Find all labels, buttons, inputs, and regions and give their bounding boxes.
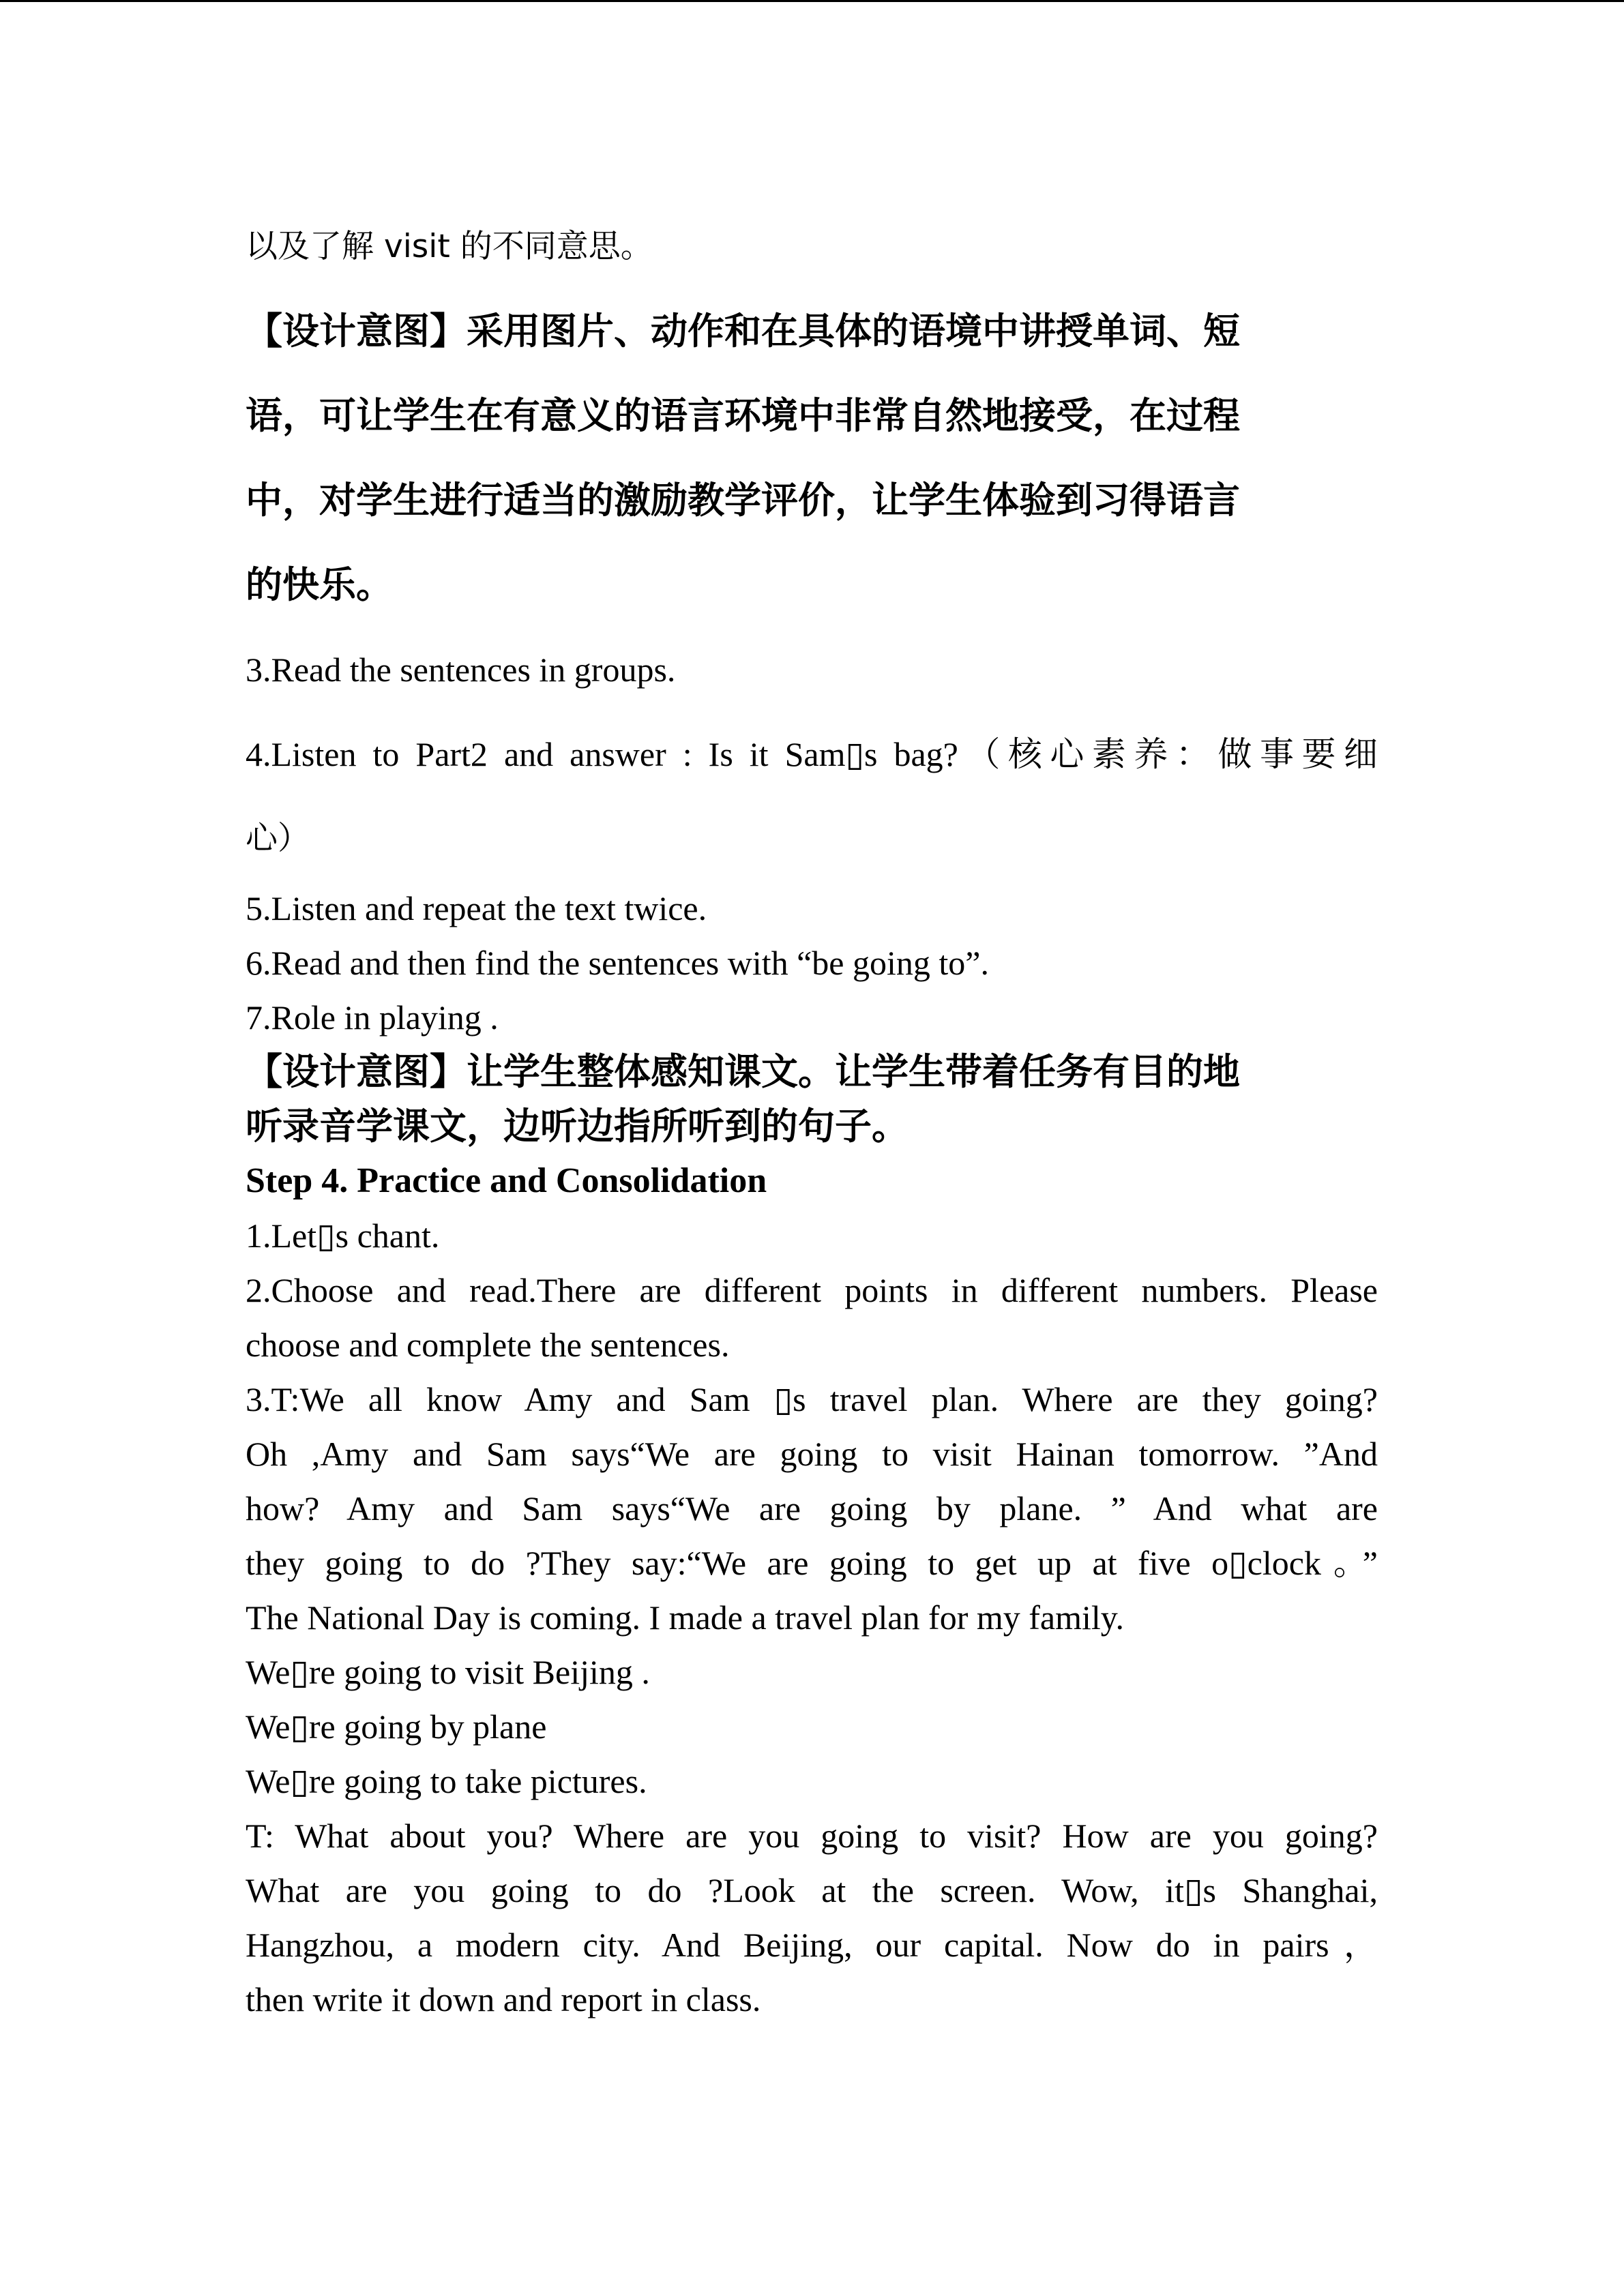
teacher-question-line-1: T: What about you? Where are you going to visit? How are you going?: [246, 1817, 1378, 1855]
design-intent-1-line-4: 的快乐。: [246, 563, 393, 606]
design-intent-1-line-2: 语，可让学生在有意义的语言环境中非常自然地接受，在过程: [246, 394, 1240, 437]
text-line-visit-meaning: 以及了解 visit 的不同意思。: [246, 228, 653, 265]
step3-item-6: 6.Read and then find the sentences with “be going to”.: [246, 944, 989, 982]
step4-heading: Step 4. Practice and Consolidation: [246, 1161, 767, 1200]
step3-item-4-line-2: 心）: [246, 820, 310, 857]
page-top-border: [0, 0, 1624, 2]
teacher-question-line-2: What are you going to do ?Look at the screen. Wow, it▯s Shanghai,: [246, 1871, 1378, 1909]
document-page: [246, 205, 1378, 2027]
step3-item-3: 3.Read the sentences in groups.: [246, 651, 676, 689]
travel-plan-line-1: We▯re going to visit Beijing .: [246, 1653, 650, 1691]
step3-item-4-line-1: 4.Listen to Part2 and answer : Is it Sam▯s bag?（核心素养：做事要细: [246, 735, 1378, 773]
teacher-question-line-4: then write it down and report in class.: [246, 1980, 761, 2018]
step4-item-2-line-2: choose and complete the sentences.: [246, 1326, 730, 1364]
design-intent-1-line-3: 中，对学生进行适当的激励教学评价，让学生体验到习得语言: [246, 479, 1240, 522]
national-day-line: The National Day is coming. I made a travel plan for my family.: [246, 1598, 1125, 1637]
step3-item-5: 5.Listen and repeat the text twice.: [246, 889, 707, 927]
step4-item-3-line-1: 3.T:We all know Amy and Sam ▯s travel plan. Where are they going?: [246, 1380, 1378, 1418]
design-intent-2-line-2: 听录音学课文，边听边指所听到的句子。: [246, 1105, 909, 1148]
step3-item-7: 7.Role in playing .: [246, 998, 499, 1037]
design-intent-2-line-1: 【设计意图】让学生整体感知课文。让学生带着任务有目的地: [246, 1050, 1240, 1093]
travel-plan-line-2: We▯re going by plane: [246, 1708, 547, 1746]
step4-item-1: 1.Let▯s chant.: [246, 1217, 440, 1255]
design-intent-1-line-1: 【设计意图】采用图片、动作和在具体的语境中讲授单词、短: [246, 310, 1240, 353]
step4-item-3-line-4: they going to do ?They say:“We are going to get up at five o▯clock。”: [246, 1544, 1378, 1582]
step4-item-3-line-3: how? Amy and Sam says“We are going by plane. ” And what are: [246, 1489, 1378, 1527]
teacher-question-line-3: Hangzhou, a modern city. And Beijing, our capital. Now do in pairs，: [246, 1926, 1378, 1964]
step4-item-2-line-1: 2.Choose and read.There are different points in different numbers. Please: [246, 1271, 1378, 1309]
travel-plan-line-3: We▯re going to take pictures.: [246, 1762, 647, 1800]
step4-item-3-line-2: Oh ,Amy and Sam says“We are going to visit Hainan tomorrow. ”And: [246, 1435, 1378, 1473]
